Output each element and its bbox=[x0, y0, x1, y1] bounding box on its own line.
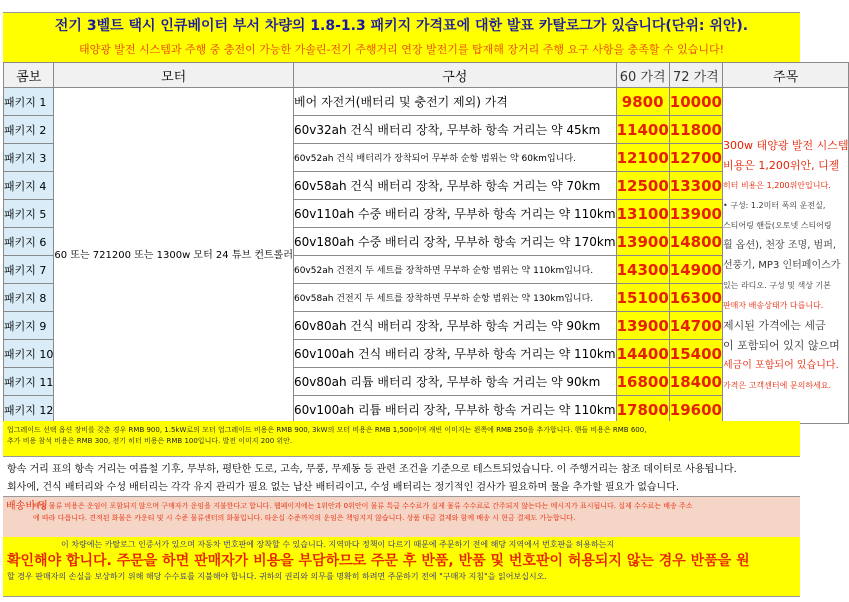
column-header-config: 구성 bbox=[293, 63, 616, 88]
upgrade-options-note bbox=[3, 421, 800, 457]
package-config: 60v52ah 건식 배터리가 장착되어 무부하 순항 범위는 약 60km입니다. bbox=[293, 144, 616, 172]
page-subtitle: 태양광 발전 시스템과 주행 중 충전이 가능한 가솔린-전기 주행거리 연장 발전기를 탑재해 장거리 주행 요구 사항을 충족할 수 있습니다! bbox=[3, 38, 800, 63]
package-name: 패키지 2 bbox=[4, 116, 54, 144]
package-config: 60v80ah 리튬 배터리 장착, 무부하 항속 거리는 약 90km bbox=[293, 368, 616, 396]
package-name: 패키지 6 bbox=[4, 228, 54, 256]
table-header-row bbox=[4, 63, 849, 88]
price-72: 12700 bbox=[669, 144, 722, 172]
package-name: 패키지 5 bbox=[4, 200, 54, 228]
package-config: 60v100ah 건식 배터리 장착, 무부하 항속 거리는 약 110km bbox=[293, 340, 616, 368]
column-header-price-60: 60 가격 bbox=[616, 63, 669, 88]
price-72: 14800 bbox=[669, 228, 722, 256]
column-header-motor: 모터 bbox=[54, 63, 294, 88]
note-line: 선풍기, MP3 인터페이스가 bbox=[722, 260, 841, 271]
note-line: 히터 비용은 1,200위안입니다. bbox=[722, 181, 831, 190]
package-config: 60v80ah 건식 배터리 장착, 무부하 항속 거리는 약 90km bbox=[293, 312, 616, 340]
package-name: 패키지 10 bbox=[4, 340, 54, 368]
license-plate-warning bbox=[3, 537, 800, 597]
price-72: 13900 bbox=[669, 200, 722, 228]
note-line: 있는 라디오. 구성 및 색상 기본 bbox=[722, 281, 831, 290]
warning-line: 확인해야 합니다. 주문을 하면 판매자가 비용을 부담하므로 주문 후 반품, 반품 및 번호판이 허용되지 않는 경우 반품을 원 bbox=[7, 553, 750, 569]
package-name: 패키지 4 bbox=[4, 172, 54, 200]
column-header-price-72: 72 가격 bbox=[669, 63, 722, 88]
price-72: 15400 bbox=[669, 340, 722, 368]
note-line: 제시된 가격에는 세금 bbox=[722, 319, 826, 332]
price-72: 13300 bbox=[669, 172, 722, 200]
package-config: 베어 자전거(배터리 및 충전기 제외) 가격 bbox=[293, 88, 616, 116]
price-60: 16800 bbox=[616, 368, 669, 396]
note-line: 판매자 배송상태가 다릅니다. bbox=[722, 301, 824, 310]
price-72: 16300 bbox=[669, 284, 722, 312]
price-72: 14700 bbox=[669, 312, 722, 340]
package-name: 패키지 7 bbox=[4, 256, 54, 284]
note-line: 가격은 고객센터에 문의하세요. bbox=[722, 381, 832, 390]
note-line: 에 따라 다릅니다. 견적된 화물은 카운티 및 시 수준 물류센터의 화물입니다. 타운십 수준까지의 운임은 책임지지 않습니다. 상품 대금 결제와 함께 배송 시 현금 결제도 가능합니다. bbox=[33, 514, 576, 522]
price-60: 12100 bbox=[616, 144, 669, 172]
note-line: 비용은 1,200위안, 디젤 bbox=[722, 159, 840, 172]
package-config: 60v100ah 리튬 배터리 장착, 무부하 항속 거리는 약 110km bbox=[293, 396, 616, 424]
price-72: 18400 bbox=[669, 368, 722, 396]
price-60: 13900 bbox=[616, 312, 669, 340]
price-60: 9800 bbox=[616, 88, 669, 116]
note-line: 휠 옵션), 천장 조명, 범퍼, bbox=[722, 240, 837, 251]
price-60: 13100 bbox=[616, 200, 669, 228]
column-header-notes: 주목 bbox=[722, 63, 849, 88]
package-name: 패키지 9 bbox=[4, 312, 54, 340]
page-title: 전기 3벨트 택시 인큐베이터 부서 차량의 1.8-1.3 패키지 가격표에 대한 발표 카탈로그가 있습니다(단위: 위안). bbox=[3, 12, 800, 40]
note-line: 할 경우 판매자의 손실을 보상하기 위해 해당 수수료를 지불해야 합니다. 귀하의 권리와 의무를 명확히 하려면 주문하기 전에 "구매자 지침"을 읽어보십시오. bbox=[7, 572, 547, 581]
range-battery-note bbox=[3, 459, 800, 497]
price-60: 14400 bbox=[616, 340, 669, 368]
package-config: 60v58ah 건전지 두 세트를 장착하면 무부하 순항 범위는 약 130km입니다. bbox=[293, 284, 616, 312]
column-header-package: 콤보 bbox=[4, 63, 54, 88]
note-line: 추가 비용 참석 비용은 RMB 300, 전기 히터 비용은 RMB 100입니다. 발전 이미지 200 위안. bbox=[7, 437, 293, 445]
price-60: 14300 bbox=[616, 256, 669, 284]
note-line: 세금이 포함되어 있습니다. bbox=[722, 360, 839, 371]
package-name: 패키지 8 bbox=[4, 284, 54, 312]
note-line: 회사에, 건식 배터리와 수성 배터리는 각각 유지 관리가 필요 없는 납산 배터리이고, 수성 배터리는 정기적인 검사가 필요하며 물을 추가할 필요가 없습니다. bbox=[7, 482, 680, 493]
note-line: • 구성: 1.2미터 폭의 운전실, bbox=[722, 201, 826, 210]
shipping-tag: 배송비 밍 bbox=[6, 501, 48, 512]
motor-spec: 60 또는 721200 또는 1300w 모터 24 튜브 컨트롤러 bbox=[54, 88, 294, 424]
price-72: 11800 bbox=[669, 116, 722, 144]
note-line: 스티어링 핸들(오토넷 스티어링 bbox=[722, 221, 832, 230]
package-config: 60v110ah 수중 배터리 장착, 무부하 항속 거리는 약 110km bbox=[293, 200, 616, 228]
package-name: 패키지 1 bbox=[4, 88, 54, 116]
price-60: 13900 bbox=[616, 228, 669, 256]
package-name: 패키지 3 bbox=[4, 144, 54, 172]
package-config: 60v58ah 건식 배터리 장착, 무부하 항속 거리는 약 70km bbox=[293, 172, 616, 200]
price-60: 11400 bbox=[616, 116, 669, 144]
price-60: 17800 bbox=[616, 396, 669, 424]
price-72: 14900 bbox=[669, 256, 722, 284]
package-config: 60v180ah 수중 배터리 장착, 무부하 항속 거리는 약 170km bbox=[293, 228, 616, 256]
note-line: 배송 물류 비용은 운임이 포함되지 않으며 구매자가 운임을 지불한다고 합니다. 웹페이지에는 1위안과 0위안이 물류 특급 수수료가 실제 물류 수수료로 간주되지 않는다는 메시지가 표시됩니다. 실제 수수료는 배송 주소 bbox=[33, 502, 693, 510]
table-row bbox=[4, 88, 849, 116]
package-name: 패키지 12 bbox=[4, 396, 54, 424]
package-config: 60v32ah 건식 배터리 장착, 무부하 항속 거리는 약 45km bbox=[293, 116, 616, 144]
price-60: 12500 bbox=[616, 172, 669, 200]
note-line: 항속 거리 표의 항속 거리는 여름철 기후, 무부하, 평탄한 도로, 고속, 무풍, 무제동 등 관련 조건을 기준으로 테스트되었습니다. 이 주행거리는 참조 데이터로 사용됩니다. bbox=[7, 464, 737, 475]
note-line: 이 포함되어 있지 않으며 bbox=[722, 339, 840, 352]
note-line: 업그레이드 선택 옵션 장비를 갖춘 경우 RMB 900, 1.5kW로의 모터 업그레이드 비용은 RMB 900, 3kW의 모터 비용은 RMB 1,500이며 캐빈 이미지는 왼쪽에 RMB 250을 추가합니다. 핸들 비용은 RMB 600, bbox=[7, 426, 647, 434]
price-72: 10000 bbox=[669, 88, 722, 116]
note-line: 이 차량에는 카탈로그 인증서가 있으며 자동차 번호판에 장착할 수 있습니다. 지역마다 정책이 다르기 때문에 주문하기 전에 해당 지역에서 번호판을 허용하는지 bbox=[61, 540, 615, 549]
shipping-note bbox=[3, 497, 800, 537]
package-name: 패키지 11 bbox=[4, 368, 54, 396]
price-60: 15100 bbox=[616, 284, 669, 312]
price-table bbox=[3, 62, 849, 424]
package-config: 60v52ah 건전지 두 세트를 장착하면 무부하 순항 범위는 약 110km입니다. bbox=[293, 256, 616, 284]
notes-cell bbox=[722, 88, 849, 424]
price-72: 19600 bbox=[669, 396, 722, 424]
note-line: 300w 태양광 발전 시스템 bbox=[722, 139, 849, 152]
